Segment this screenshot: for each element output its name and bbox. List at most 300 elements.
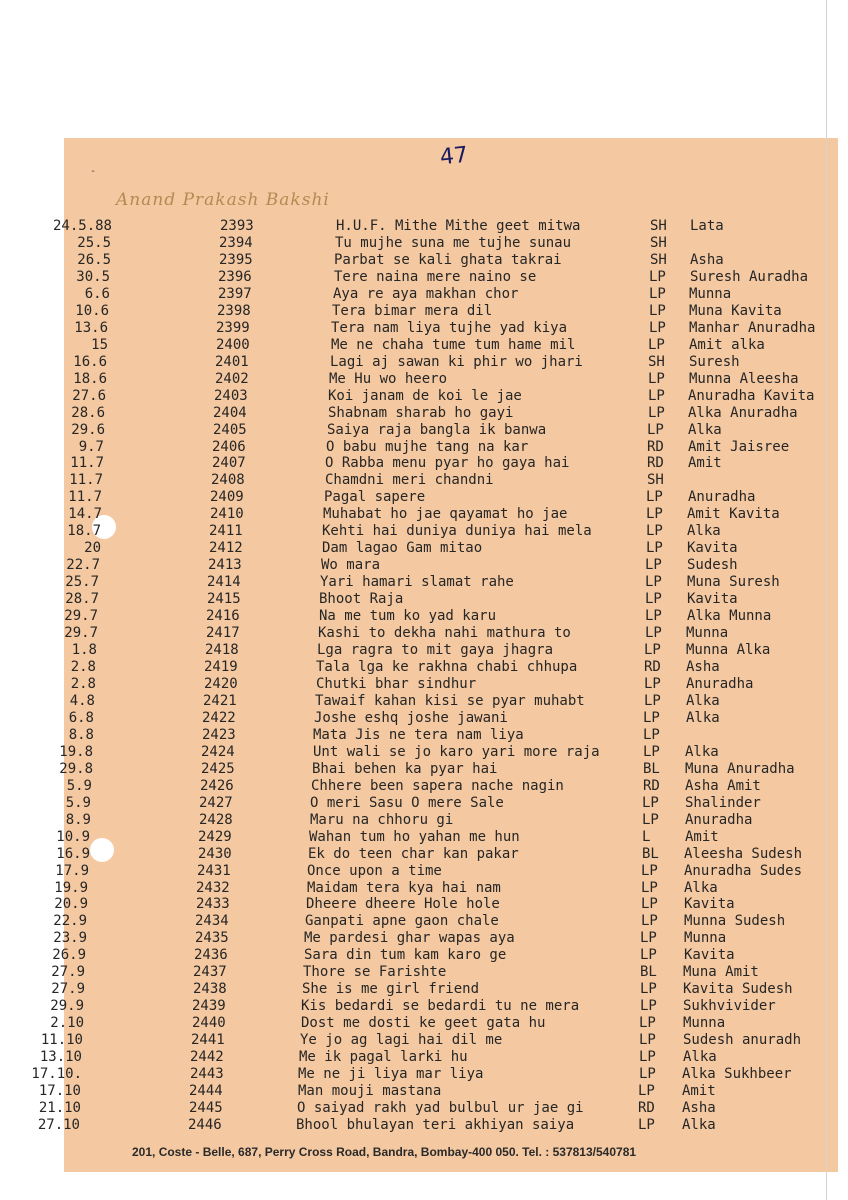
register-row bbox=[0, 591, 848, 608]
entry-date: 26.9 bbox=[52, 947, 86, 963]
entry-number: 2394 bbox=[219, 235, 253, 251]
entry-date: 17.9 bbox=[55, 863, 89, 879]
song-title: O meri Sasu O mere Sale bbox=[310, 795, 504, 811]
singers: Kavita bbox=[684, 947, 735, 963]
register-row bbox=[0, 252, 848, 269]
entry-date: 27.9 bbox=[51, 981, 85, 997]
music-director-code: LP bbox=[649, 303, 666, 319]
register-row bbox=[0, 795, 848, 812]
entry-number: 2434 bbox=[195, 913, 229, 929]
entry-number: 2413 bbox=[208, 557, 242, 573]
singers: Asha bbox=[682, 1100, 716, 1116]
song-title: H.U.F. Mithe Mithe geet mitwa bbox=[336, 218, 581, 234]
singers: Kavita bbox=[687, 591, 738, 607]
song-title: Chamdni meri chandni bbox=[325, 472, 494, 488]
entry-number: 2408 bbox=[211, 472, 245, 488]
song-title: O babu mujhe tang na kar bbox=[326, 439, 529, 455]
entry-number: 2445 bbox=[189, 1100, 223, 1116]
entry-date: 28.6 bbox=[71, 405, 105, 421]
entry-date: 16.6 bbox=[73, 354, 107, 370]
singers: Munna bbox=[683, 1015, 726, 1031]
entry-date: 11.7 bbox=[69, 472, 103, 488]
music-director-code: LP bbox=[648, 388, 665, 404]
song-title: Dam lagao Gam mitao bbox=[322, 540, 483, 556]
singers: Kavita bbox=[687, 540, 738, 556]
music-director-code: LP bbox=[641, 913, 658, 929]
entry-date: 17.10. bbox=[31, 1066, 82, 1082]
music-director-code: LP bbox=[640, 998, 657, 1014]
music-director-code: LP bbox=[639, 1032, 656, 1048]
singers: Alka bbox=[682, 1117, 716, 1133]
song-title: Ganpati apne gaon chale bbox=[305, 913, 499, 929]
entry-date: 10.9 bbox=[56, 829, 90, 845]
entry-number: 2405 bbox=[213, 422, 247, 438]
entry-number: 2443 bbox=[190, 1066, 224, 1082]
singers: Muna Suresh bbox=[687, 574, 780, 590]
song-title: Thore se Farishte bbox=[303, 964, 447, 980]
register-row bbox=[0, 930, 848, 947]
music-director-code: LP bbox=[649, 286, 666, 302]
song-title: Me ik pagal larki hu bbox=[299, 1049, 468, 1065]
entry-date: 27.9 bbox=[51, 964, 85, 980]
entry-date: 23.9 bbox=[53, 930, 87, 946]
singers: Amit bbox=[682, 1083, 716, 1099]
entry-number: 2411 bbox=[209, 523, 243, 539]
entry-date: 9.7 bbox=[78, 439, 104, 455]
register-row bbox=[0, 981, 848, 998]
entry-number: 2415 bbox=[207, 591, 241, 607]
entry-date: 29.7 bbox=[64, 625, 98, 641]
register-row bbox=[0, 354, 848, 371]
music-director-code: LP bbox=[640, 947, 657, 963]
music-director-code: LP bbox=[649, 269, 666, 285]
register-row bbox=[0, 608, 848, 625]
music-director-code: BL bbox=[640, 964, 657, 980]
song-title: Koi janam de koi le jae bbox=[328, 388, 522, 404]
entry-number: 2421 bbox=[203, 693, 237, 709]
song-title: O Rabba menu pyar ho gaya hai bbox=[325, 455, 570, 471]
music-director-code: LP bbox=[643, 744, 660, 760]
song-title: Tera bimar mera dil bbox=[332, 303, 493, 319]
song-title: Pagal sapere bbox=[324, 489, 426, 505]
singers: Alka bbox=[683, 1049, 717, 1065]
music-director-code: LP bbox=[644, 676, 661, 692]
singers: Anuradha bbox=[688, 489, 756, 505]
letterhead: Anand Prakash Bakshi bbox=[116, 190, 330, 210]
music-director-code: LP bbox=[642, 812, 659, 828]
entry-date: 20 bbox=[84, 540, 101, 556]
entry-date: 5.9 bbox=[66, 778, 92, 794]
register-row bbox=[0, 574, 848, 591]
entry-number: 2410 bbox=[210, 506, 244, 522]
song-title: Man mouji mastana bbox=[298, 1083, 442, 1099]
song-title: Me ne ji liya mar liya bbox=[298, 1066, 484, 1082]
song-title: Ye jo ag lagi hai dil me bbox=[300, 1032, 503, 1048]
singers: Munna Alka bbox=[686, 642, 771, 658]
entry-number: 2424 bbox=[201, 744, 235, 760]
singers: Alka bbox=[686, 693, 720, 709]
singers: Anuradha Sudes bbox=[684, 863, 803, 879]
register-row bbox=[0, 269, 848, 286]
register-row bbox=[0, 693, 848, 710]
song-title: Bhoot Raja bbox=[319, 591, 404, 607]
music-director-code: LP bbox=[646, 506, 663, 522]
song-title: Wahan tum ho yahan me hun bbox=[309, 829, 520, 845]
register-row bbox=[0, 506, 848, 523]
music-director-code: LP bbox=[645, 625, 662, 641]
song-title: Dost me dosti ke geet gata hu bbox=[301, 1015, 546, 1031]
music-director-code: LP bbox=[646, 489, 663, 505]
song-title: Me Hu wo heero bbox=[329, 371, 448, 387]
entry-number: 2393 bbox=[220, 218, 254, 234]
singers: Muna Amit bbox=[683, 964, 759, 980]
song-title: Me pardesi ghar wapas aya bbox=[304, 930, 515, 946]
entry-number: 2416 bbox=[206, 608, 240, 624]
singers: Munna bbox=[689, 286, 732, 302]
singers: Kavita bbox=[684, 896, 735, 912]
entry-number: 2396 bbox=[218, 269, 252, 285]
entry-date: 17.10 bbox=[38, 1083, 81, 1099]
entry-number: 2439 bbox=[192, 998, 226, 1014]
song-title: Muhabat ho jae qayamat ho jae bbox=[323, 506, 568, 522]
entry-number: 2403 bbox=[214, 388, 248, 404]
song-title: Bhai behen ka pyar hai bbox=[312, 761, 498, 777]
register-row bbox=[0, 218, 848, 235]
register-row bbox=[0, 880, 848, 897]
register-row bbox=[0, 303, 848, 320]
music-director-code: BL bbox=[642, 846, 659, 862]
register-row bbox=[0, 744, 848, 761]
entry-number: 2444 bbox=[189, 1083, 223, 1099]
entry-date: 8.8 bbox=[68, 727, 94, 743]
register-row bbox=[0, 846, 848, 863]
singers: Asha bbox=[686, 659, 720, 675]
singers: Alka bbox=[686, 710, 720, 726]
entry-date: 2.10 bbox=[50, 1015, 84, 1031]
song-title: Tera nam liya tujhe yad kiya bbox=[331, 320, 568, 336]
entry-date: 15 bbox=[91, 337, 108, 353]
entry-date: 10.6 bbox=[75, 303, 109, 319]
register-row bbox=[0, 371, 848, 388]
register-row bbox=[0, 913, 848, 930]
song-title: Shabnam sharab ho gayi bbox=[328, 405, 514, 421]
entry-date: 22.7 bbox=[66, 557, 100, 573]
singers: Amit Jaisree bbox=[688, 439, 790, 455]
singers: Aleesha Sudesh bbox=[684, 846, 803, 862]
entry-date: 13.10 bbox=[39, 1049, 82, 1065]
entry-date: 25.5 bbox=[77, 235, 111, 251]
entry-number: 2395 bbox=[219, 252, 253, 268]
register-row bbox=[0, 1083, 848, 1100]
entry-date: 20.9 bbox=[54, 896, 88, 912]
register-row bbox=[0, 896, 848, 913]
singers: Sudesh anuradh bbox=[683, 1032, 802, 1048]
song-title: Na me tum ko yad karu bbox=[319, 608, 497, 624]
song-title: Once upon a time bbox=[307, 863, 442, 879]
register-row bbox=[0, 1032, 848, 1049]
music-director-code: LP bbox=[643, 710, 660, 726]
entry-number: 2431 bbox=[197, 863, 231, 879]
music-director-code: LP bbox=[639, 1066, 656, 1082]
singers: Anuradha bbox=[686, 676, 754, 692]
singers: Lata bbox=[690, 218, 724, 234]
entry-number: 2418 bbox=[205, 642, 239, 658]
entry-number: 2436 bbox=[194, 947, 228, 963]
entry-number: 2442 bbox=[190, 1049, 224, 1065]
entry-number: 2423 bbox=[202, 727, 236, 743]
singers: Alka Sukhbeer bbox=[682, 1066, 792, 1082]
entry-date: 16.9 bbox=[56, 846, 90, 862]
singers: Manhar Anuradha bbox=[689, 320, 816, 336]
entry-date: 19.8 bbox=[59, 744, 93, 760]
music-director-code: LP bbox=[641, 863, 658, 879]
entry-date: 28.7 bbox=[65, 591, 99, 607]
register-row bbox=[0, 863, 848, 880]
entry-number: 2428 bbox=[199, 812, 233, 828]
entry-date: 4.8 bbox=[69, 693, 95, 709]
singers: Anuradha bbox=[685, 812, 753, 828]
music-director-code: LP bbox=[645, 608, 662, 624]
register-row bbox=[0, 557, 848, 574]
singers: Amit Kavita bbox=[687, 506, 780, 522]
music-director-code: LP bbox=[645, 574, 662, 590]
page-number: 47 bbox=[438, 142, 470, 171]
music-director-code: LP bbox=[640, 930, 657, 946]
entry-number: 2422 bbox=[202, 710, 236, 726]
singers: Asha bbox=[690, 252, 724, 268]
letterhead-address: 201, Coste - Belle, 687, Perry Cross Road, Bandra, Bombay-400 050. Tel. : 537813/540781 bbox=[132, 1145, 637, 1159]
music-director-code: SH bbox=[650, 235, 667, 251]
register-row bbox=[0, 1049, 848, 1066]
song-title: Saiya raja bangla ik banwa bbox=[327, 422, 547, 438]
music-director-code: RD bbox=[643, 778, 660, 794]
register-row bbox=[0, 1100, 848, 1117]
music-director-code: LP bbox=[648, 337, 665, 353]
entry-date: 29.6 bbox=[71, 422, 105, 438]
entry-date: 22.9 bbox=[53, 913, 87, 929]
entry-number: 2407 bbox=[212, 455, 246, 471]
song-title: Yari hamari slamat rahe bbox=[320, 574, 514, 590]
music-director-code: LP bbox=[645, 591, 662, 607]
singers: Anuradha Kavita bbox=[688, 388, 815, 404]
singers: Munna bbox=[684, 930, 727, 946]
song-title: Dheere dheere Hole hole bbox=[306, 896, 500, 912]
song-title: Tawaif kahan kisi se pyar muhabt bbox=[315, 693, 585, 709]
song-title: Tala lga ke rakhna chabi chhupa bbox=[316, 659, 578, 675]
entry-date: 1.8 bbox=[71, 642, 97, 658]
register-row bbox=[0, 540, 848, 557]
song-title: Maru na chhoru gi bbox=[310, 812, 454, 828]
register-row bbox=[0, 829, 848, 846]
song-title: O saiyad rakh yad bulbul ur jae gi bbox=[297, 1100, 584, 1116]
entry-date: 19.9 bbox=[54, 880, 88, 896]
song-title: Lga ragra to mit gaya jhagra bbox=[317, 642, 554, 658]
music-director-code: LP bbox=[638, 1117, 655, 1133]
music-director-code: LP bbox=[641, 896, 658, 912]
register-row bbox=[0, 489, 848, 506]
music-director-code: LP bbox=[644, 693, 661, 709]
singers: Muna Kavita bbox=[689, 303, 782, 319]
singers: Sudesh bbox=[687, 557, 738, 573]
music-director-code: LP bbox=[647, 422, 664, 438]
entry-date: 24.5.88 bbox=[52, 218, 112, 234]
entry-number: 2412 bbox=[209, 540, 243, 556]
entry-number: 2406 bbox=[212, 439, 246, 455]
song-title: Me ne chaha tume tum hame mil bbox=[331, 337, 576, 353]
music-director-code: SH bbox=[650, 218, 667, 234]
entry-number: 2409 bbox=[210, 489, 244, 505]
entry-number: 2438 bbox=[193, 981, 227, 997]
music-director-code: LP bbox=[639, 1049, 656, 1065]
entry-number: 2401 bbox=[215, 354, 249, 370]
entry-number: 2446 bbox=[188, 1117, 222, 1133]
music-director-code: LP bbox=[642, 795, 659, 811]
song-title: Unt wali se jo karo yari more raja bbox=[313, 744, 600, 760]
entry-date: 30.5 bbox=[76, 269, 110, 285]
singers: Kavita Sudesh bbox=[683, 981, 793, 997]
singers: Amit bbox=[685, 829, 719, 845]
entry-date: 18.7 bbox=[67, 523, 101, 539]
entry-date: 5.9 bbox=[65, 795, 91, 811]
entry-number: 2419 bbox=[204, 659, 238, 675]
register-row bbox=[0, 676, 848, 693]
stray-mark: - bbox=[90, 166, 97, 177]
music-director-code: RD bbox=[647, 455, 664, 471]
register-row bbox=[0, 455, 848, 472]
music-director-code: L bbox=[642, 829, 651, 845]
register-row bbox=[0, 472, 848, 489]
song-title: Bhool bhulayan teri akhiyan saiya bbox=[296, 1117, 575, 1133]
entry-number: 2427 bbox=[199, 795, 233, 811]
song-title: Mata Jis ne tera nam liya bbox=[313, 727, 524, 743]
entry-date: 2.8 bbox=[70, 659, 96, 675]
singers: Sukhvivider bbox=[683, 998, 776, 1014]
song-title: Wo mara bbox=[321, 557, 381, 573]
entry-number: 2420 bbox=[204, 676, 238, 692]
entry-number: 2402 bbox=[215, 371, 249, 387]
music-director-code: LP bbox=[639, 1015, 656, 1031]
music-director-code: LP bbox=[641, 880, 658, 896]
register-row bbox=[0, 625, 848, 642]
singers: Alka Anuradha bbox=[688, 405, 798, 421]
entry-number: 2400 bbox=[216, 337, 250, 353]
entry-date: 11.10 bbox=[40, 1032, 83, 1048]
register-row bbox=[0, 727, 848, 744]
entry-number: 2433 bbox=[196, 896, 230, 912]
singers: Asha Amit bbox=[685, 778, 761, 794]
song-title: Sara din tum kam karo ge bbox=[304, 947, 507, 963]
singers: Munna Aleesha bbox=[689, 371, 799, 387]
entry-number: 2397 bbox=[218, 286, 252, 302]
music-director-code: RD bbox=[647, 439, 664, 455]
register-row bbox=[0, 998, 848, 1015]
register-row bbox=[0, 778, 848, 795]
register-row bbox=[0, 286, 848, 303]
entry-date: 29.7 bbox=[64, 608, 98, 624]
music-director-code: LP bbox=[640, 981, 657, 997]
entry-date: 11.7 bbox=[68, 489, 102, 505]
singers: Shalinder bbox=[685, 795, 761, 811]
register-row bbox=[0, 710, 848, 727]
register-row bbox=[0, 1015, 848, 1032]
music-director-code: LP bbox=[645, 557, 662, 573]
register-row bbox=[0, 1066, 848, 1083]
singers: Alka bbox=[687, 523, 721, 539]
singers: Munna bbox=[686, 625, 729, 641]
register-row bbox=[0, 439, 848, 456]
entry-number: 2432 bbox=[196, 880, 230, 896]
singers: Alka bbox=[688, 422, 722, 438]
song-title: Aya re aya makhan chor bbox=[333, 286, 519, 302]
entry-date: 8.9 bbox=[65, 812, 91, 828]
music-director-code: LP bbox=[644, 642, 661, 658]
music-director-code: LP bbox=[646, 523, 663, 539]
entry-date: 6.8 bbox=[68, 710, 94, 726]
entry-date: 11.7 bbox=[70, 455, 104, 471]
entry-number: 2398 bbox=[217, 303, 251, 319]
entry-number: 2441 bbox=[191, 1032, 225, 1048]
singers: Alka Munna bbox=[687, 608, 772, 624]
register-row bbox=[0, 523, 848, 540]
singers: Suresh bbox=[689, 354, 740, 370]
song-title: Chhere been sapera nache nagin bbox=[311, 778, 564, 794]
entry-date: 25.7 bbox=[65, 574, 99, 590]
singers: Muna Anuradha bbox=[685, 761, 795, 777]
register-row bbox=[0, 659, 848, 676]
song-title: Ek do teen char kan pakar bbox=[308, 846, 519, 862]
entry-number: 2399 bbox=[216, 320, 250, 336]
song-title: Kashi to dekha nahi mathura to bbox=[318, 625, 571, 641]
music-director-code: SH bbox=[648, 354, 665, 370]
music-director-code: RD bbox=[638, 1100, 655, 1116]
entry-date: 18.6 bbox=[73, 371, 107, 387]
singers: Amit bbox=[688, 455, 722, 471]
music-director-code: LP bbox=[649, 320, 666, 336]
entry-number: 2430 bbox=[198, 846, 232, 862]
entry-date: 6.6 bbox=[84, 286, 110, 302]
register-row bbox=[0, 1117, 848, 1134]
song-title: Lagi aj sawan ki phir wo jhari bbox=[330, 354, 583, 370]
song-title: Joshe eshq joshe jawani bbox=[314, 710, 508, 726]
entry-number: 2426 bbox=[200, 778, 234, 794]
singers: Suresh Auradha bbox=[690, 269, 809, 285]
music-director-code: SH bbox=[650, 252, 667, 268]
entry-date: 2.8 bbox=[70, 676, 96, 692]
register-row bbox=[0, 337, 848, 354]
singers: Munna Sudesh bbox=[684, 913, 786, 929]
song-title: Tu mujhe suna me tujhe sunau bbox=[335, 235, 572, 251]
entry-date: 27.10 bbox=[37, 1117, 80, 1133]
singers: Alka bbox=[685, 744, 719, 760]
music-director-code: SH bbox=[647, 472, 664, 488]
entry-number: 2435 bbox=[195, 930, 229, 946]
music-director-code: LP bbox=[643, 727, 660, 743]
entry-date: 14.7 bbox=[68, 506, 102, 522]
music-director-code: BL bbox=[643, 761, 660, 777]
singers: Alka bbox=[684, 880, 718, 896]
song-title: She is me girl friend bbox=[302, 981, 480, 997]
entry-date: 26.5 bbox=[77, 252, 111, 268]
singers: Amit alka bbox=[689, 337, 765, 353]
music-director-code: LP bbox=[648, 405, 665, 421]
register-row bbox=[0, 964, 848, 981]
music-director-code: RD bbox=[644, 659, 661, 675]
song-title: Maidam tera kya hai nam bbox=[307, 880, 501, 896]
entry-date: 29.9 bbox=[50, 998, 84, 1014]
song-title: Kehti hai duniya duniya hai mela bbox=[322, 523, 592, 539]
register-row bbox=[0, 812, 848, 829]
register-row bbox=[0, 642, 848, 659]
